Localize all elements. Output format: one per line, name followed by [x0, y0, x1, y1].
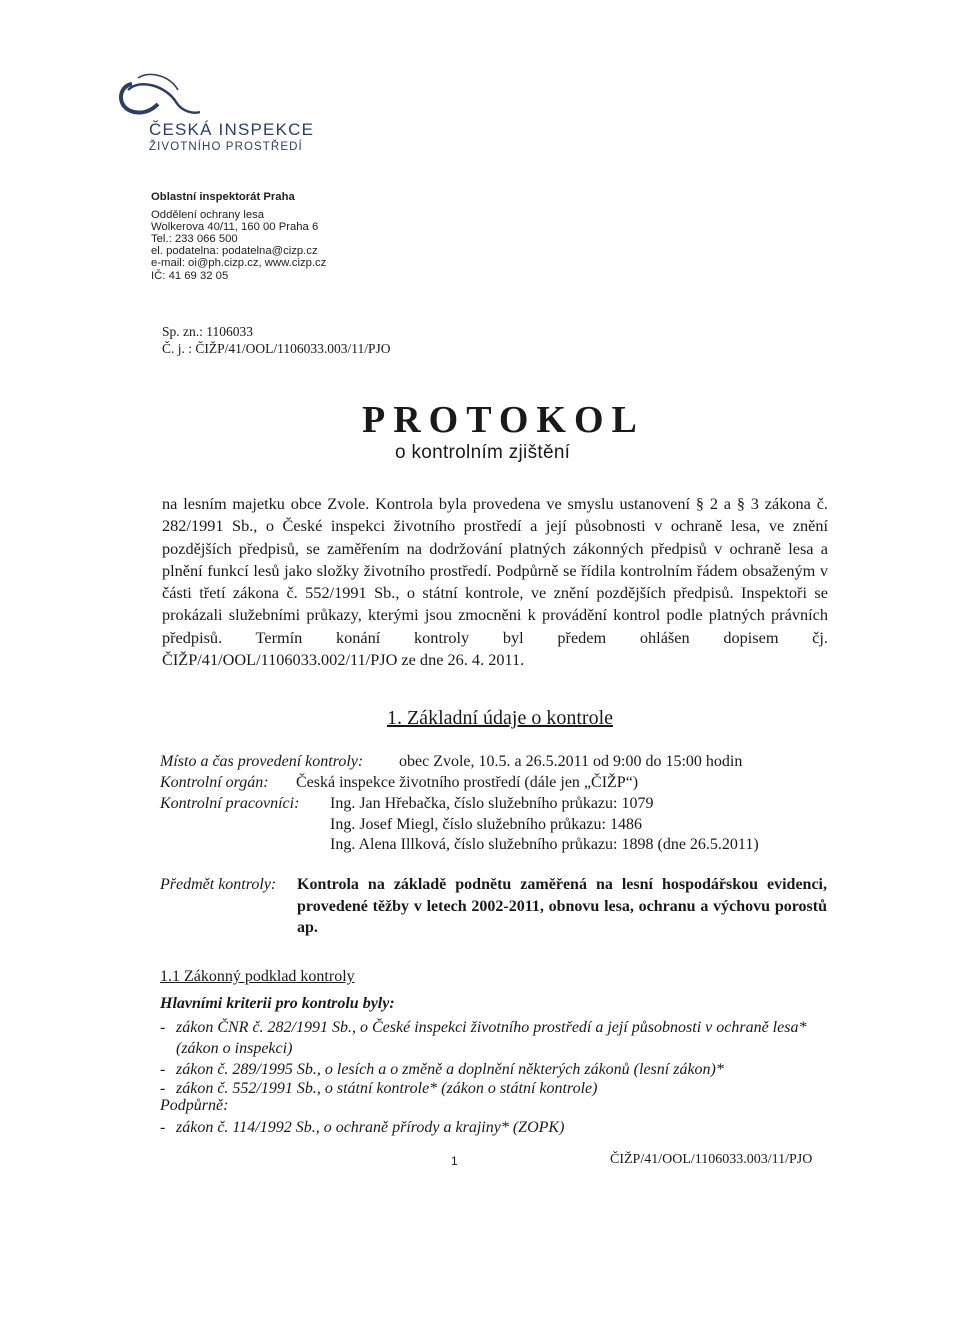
criteria-item-text: zákon č. 289/1995 Sb., o lesích a o změně a doplnění některých zákonů (lesní zákon)*: [176, 1061, 724, 1078]
intro-text: na lesním majetku obce Zvole. Kontrola byla provedena ve smyslu ustanovení § 2 a § 3 zákona č. 282/1991 Sb., o České inspekci životního prostředí a její působnosti v ochraně lesa, ve znění pozdějších předpisů, se zaměřením na dodržování platných zákonných předpisů v ochraně lesa a plnění funkcí lesů jako složky životního prostředí. Podpůrně se řídila kontrolním řádem obsaženým v části třetí zákona č. 552/1991 Sb., o státní kontrole, ve znění pozdějších předpisů. Inspektoři se prokázali služebními průkazy, kterými jsou zmocněni k provádění kontrol podle platných právních předpisů. Termín konání kontroly byl předem ohlášen dopisem čj. ČIŽP/41/OOL/1106033.002/11/PJO ze dne 26. 4. 2011.: [162, 494, 828, 670]
intro-paragraph: [162, 493, 828, 671]
office-address: Wolkerova 40/11, 160 00 Praha 6: [151, 221, 319, 234]
reference-block: [162, 323, 391, 357]
reference-number: Č. j. : ČIŽP/41/OOL/1106033.003/11/PJO: [162, 341, 391, 356]
subject-value: Kontrola na základě podnětu zaměřená na lesní hospodářskou evidenci, provedené těžby v letech 2002-2011, obnovu lesa, ochranu a výchovu porostů ap.: [297, 876, 827, 936]
criteria-item: [160, 1059, 840, 1080]
staff-member: Ing. Josef Miegl, číslo služebního průkazu: 1486: [330, 816, 642, 833]
criteria-item-text: zákon ČNR č. 282/1991 Sb., o České inspekci životního prostředí a její působnosti v ochraně lesa* (zákon o inspekci): [176, 1019, 807, 1057]
page-number: 1: [451, 1154, 458, 1168]
office-address-block: [151, 191, 326, 282]
subject-label: Předmět kontroly:: [160, 876, 277, 893]
office-email: e-mail: oi@ph.cizp.cz, www.cizp.cz: [151, 257, 327, 270]
file-number: Sp. zn.: 1106033: [162, 324, 253, 339]
place-label: Místo a čas provedení kontroly:: [160, 753, 364, 770]
criteria-item: [160, 1078, 840, 1099]
logo-name-line2: ŽIVOTNÍHO PROSTŘEDÍ: [149, 141, 303, 153]
section-1-heading-text: 1. Základní údaje o kontrole: [386, 707, 614, 729]
place-value: obec Zvole, 10.5. a 26.5.2011 od 9:00 do 15:00 hodin: [399, 753, 743, 770]
office-name: Oblastní inspektorát Praha: [151, 191, 295, 203]
document-subtitle: o kontrolním zjištění: [395, 442, 571, 463]
office-department: Oddělení ochrany lesa: [151, 209, 265, 222]
office-registry: el. podatelna: podatelna@cizp.cz: [151, 245, 318, 258]
criteria-item-text: zákon č. 552/1991 Sb., o státní kontrole* (zákon o státní kontrole): [176, 1080, 598, 1097]
list-dash: -: [160, 1061, 166, 1078]
list-dash: -: [160, 1080, 166, 1097]
support-item-text: zákon č. 114/1992 Sb., o ochraně přírody a krajiny* (ZOPK): [176, 1119, 565, 1136]
support-item: [160, 1117, 840, 1138]
section-1-heading: [0, 707, 960, 730]
staff-label: Kontrolní pracovníci:: [160, 795, 300, 812]
criteria-heading: Hlavními kriterii pro kontrolu byly:: [160, 995, 395, 1012]
list-dash: -: [160, 1119, 166, 1136]
support-heading: Podpůrně:: [160, 1097, 229, 1114]
staff-member: Ing. Jan Hřebačka, číslo služebního průkazu: 1079: [330, 795, 654, 812]
section-1-1-heading: [160, 968, 355, 986]
office-phone: Tel.: 233 066 500: [151, 233, 238, 246]
section-1-1-heading-text: 1.1 Zákonný podklad kontroly: [160, 968, 355, 985]
logo-name-line1: ČESKÁ INSPEKCE: [149, 120, 315, 139]
footer-reference: ČIŽP/41/OOL/1106033.003/11/PJO: [610, 1152, 813, 1167]
list-dash: -: [160, 1019, 166, 1036]
document-title: PROTOKOL: [362, 399, 645, 441]
authority-value: Česká inspekce životního prostředí (dále jen „ČIŽP“): [296, 774, 639, 791]
authority-label: Kontrolní orgán:: [160, 774, 269, 791]
criteria-item: [160, 1017, 840, 1059]
staff-member: Ing. Alena Illková, číslo služebního průkazu: 1898 (dne 26.5.2011): [330, 836, 759, 853]
cizp-logo-icon: [110, 68, 200, 128]
office-ic: IČ: 41 69 32 05: [151, 269, 229, 282]
